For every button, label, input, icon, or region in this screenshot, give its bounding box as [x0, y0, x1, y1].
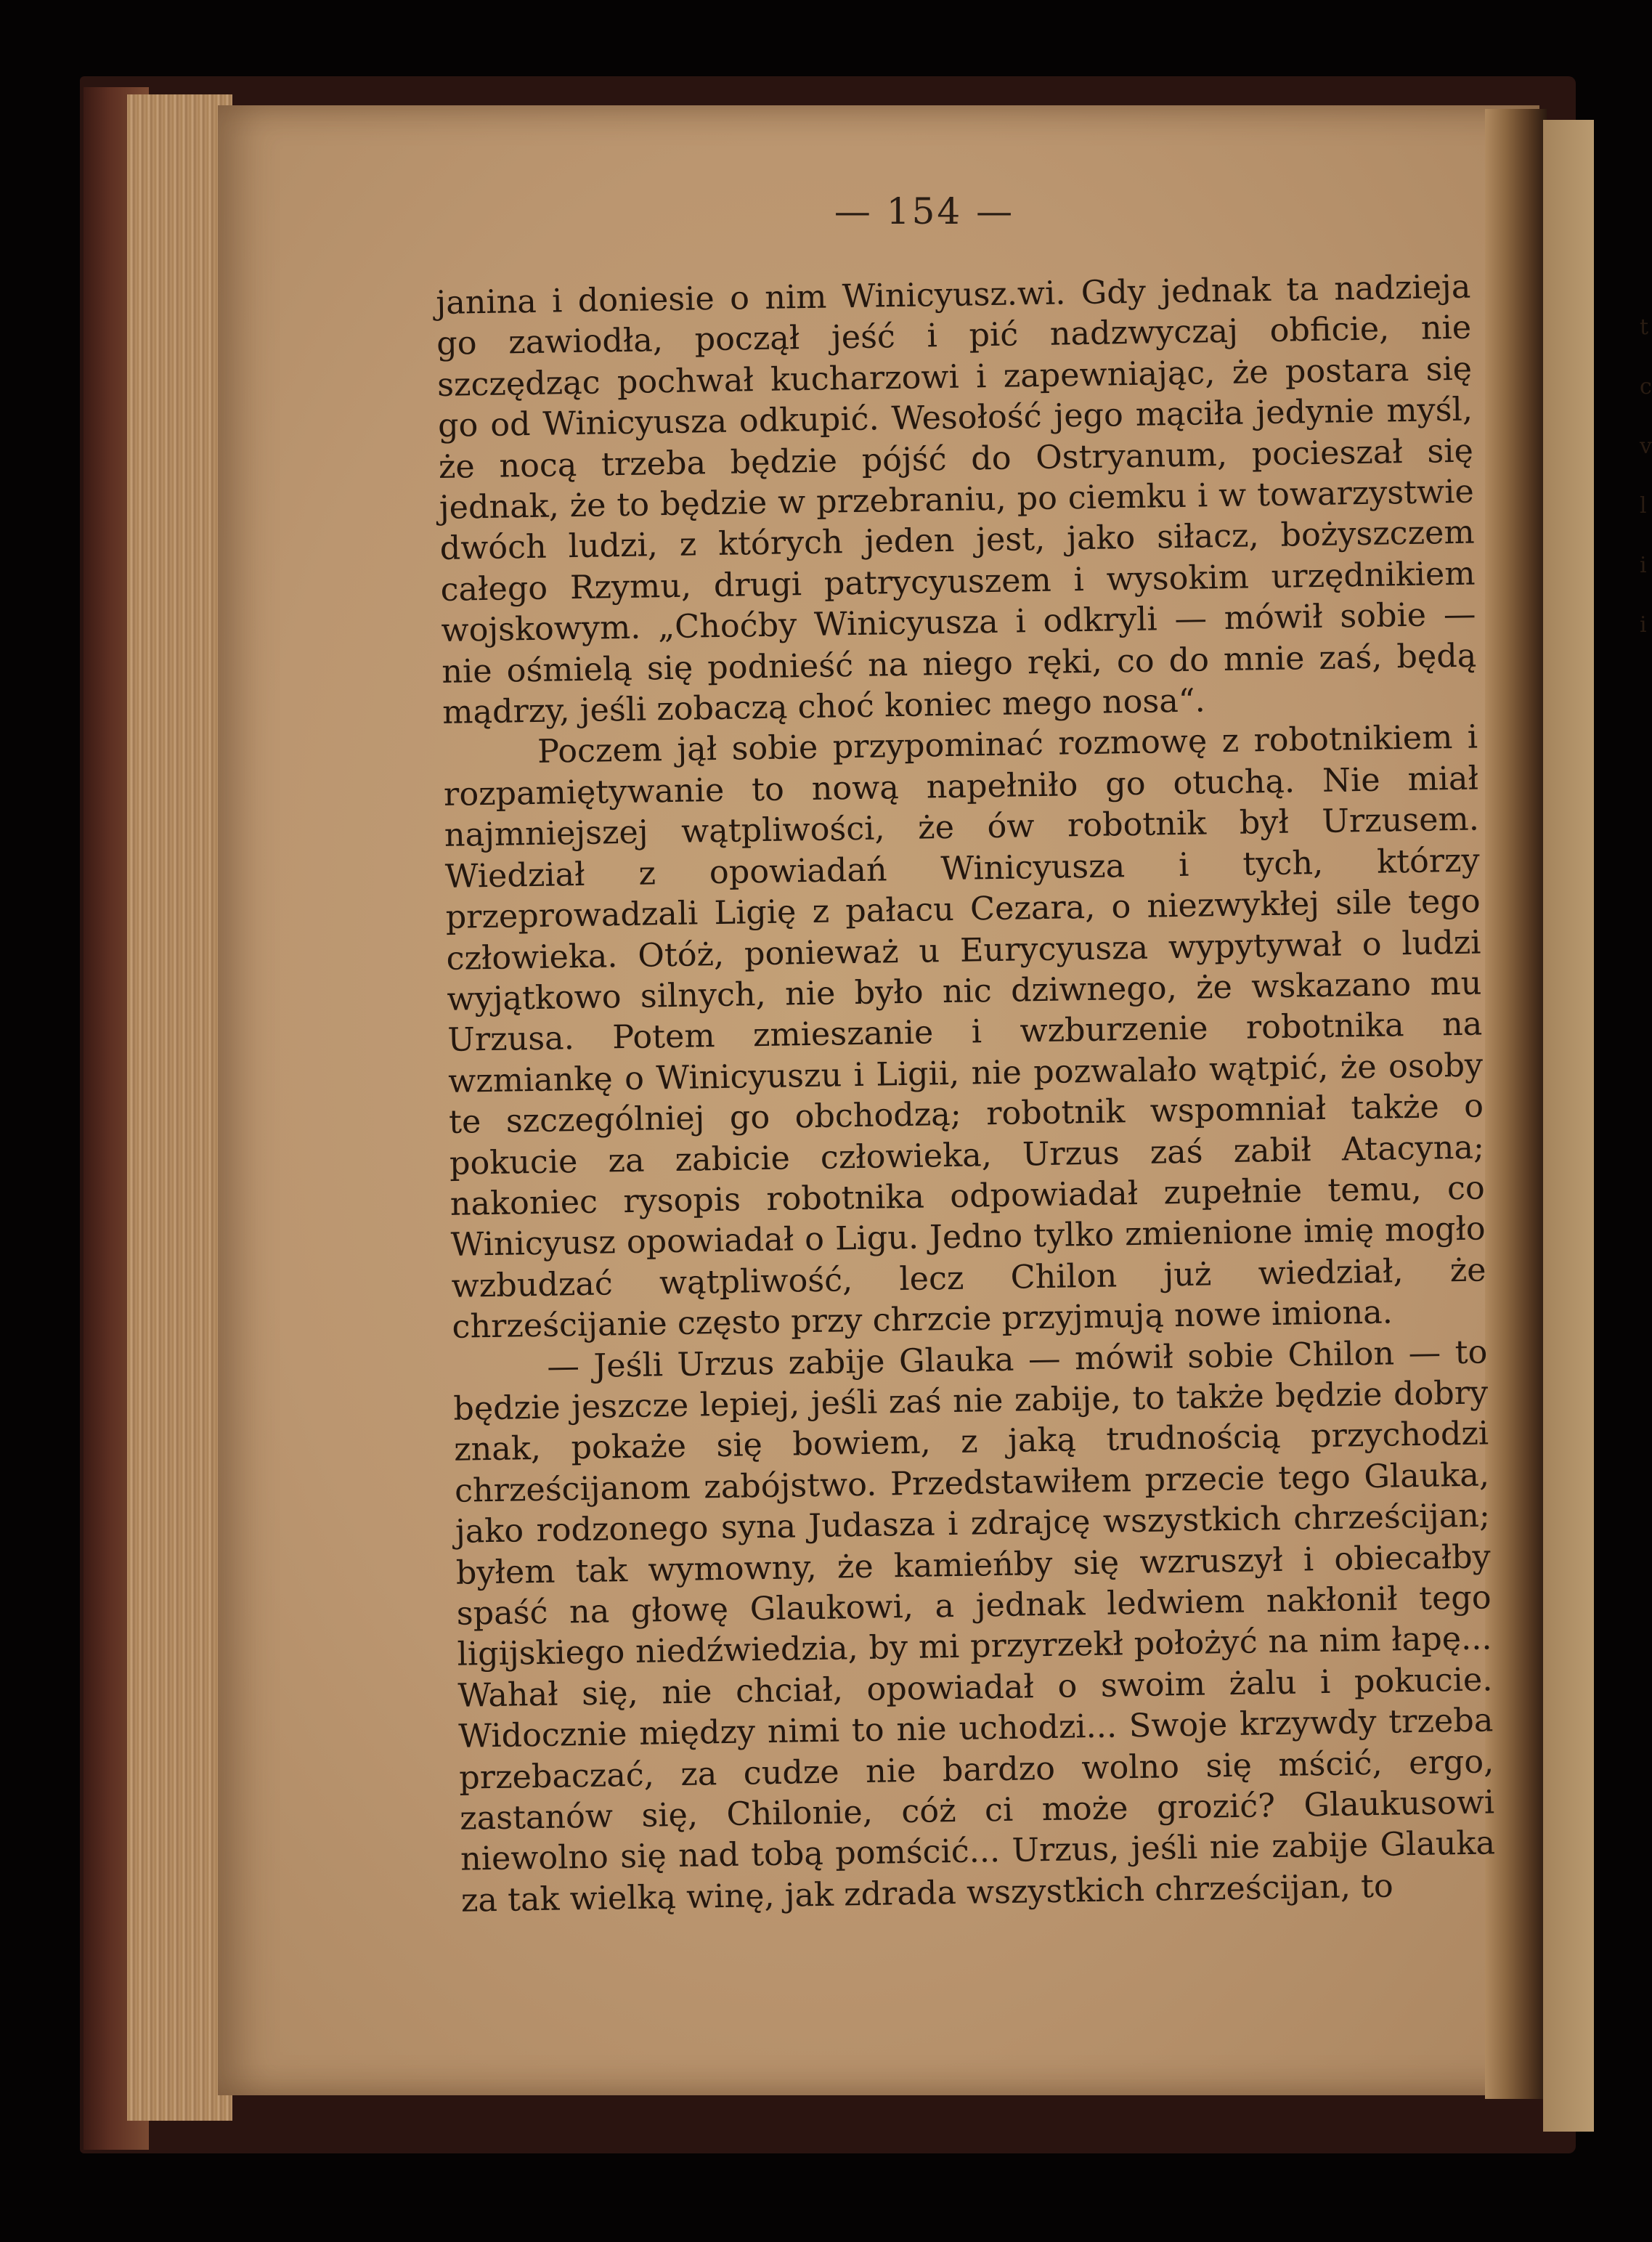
- facing-page-fragment: l: [1640, 493, 1647, 519]
- paragraph-1: janina i doniesie o nim Winicyusz.wi. Gdy jednak ta nadzieja go zawiodła, począł jeść i pić nadzwyczaj obficie, nie szczędząc pochwał kucharzowi i zapewniając, że postara się go od Winicyusza odkupić. Wesołość jego mąciła jedynie myśl, że nocą trzeba będzie pójść do Ostryanum, pocieszał się jednak, że to będzie w przebraniu, po ciemku i w towarzystwie dwóch ludzi, z których jeden jest, jako siłacz, bożyszczem całego Rzymu, drugi patrycyuszem i wysokim urzędnikiem wojskowym. „Choćby Winicyusza i odkryli — mówił sobie — nie ośmielą się podnieść na niego ręki, co do mnie zaś, będą mądrzy, jeśli zobaczą choć koniec mego nosa“.: [436, 268, 1477, 731]
- page-body-text: [436, 267, 1496, 1922]
- facing-page-fragment: t: [1640, 314, 1649, 340]
- page-stack-edge: [127, 94, 232, 2121]
- page-number-header: — 154 —: [834, 190, 1015, 232]
- facing-page-fragments: [1640, 298, 1652, 655]
- facing-page-fragment: i: [1640, 612, 1647, 638]
- paragraph-2: Poczem jął sobie przypominać rozmowę z robotnikiem i rozpamiętywanie to nową napełniło go otuchą. Nie miał najmniejszej wątpliwości, że ów robotnik był Urzusem. Wiedział z opowiadań Winicyusza i tych, którzy przeprowadzali Ligię z pałacu Cezara, o niezwykłej sile tego człowieka. Otóż, ponieważ u Eurycyusza wypytywał o ludzi wyjątkowo silnych, nie było nic dziwnego, że wskazano mu Urzusa. Potem zmieszanie i wzburzenie robotnika na wzmiankę o Winicyuszu i Ligii, nie pozwalało wątpić, że osoby te szczególniej go obchodzą; robotnik wspomniał także o pokucie za zabicie człowieka, Urzus zaś zabił Atacyna; nakoniec rysopis robotnika odpowiadał zupełnie temu, co Winicyusz opowiadał o Ligu. Jedno tylko zmienione imię mogło wzbudzać wątpliwość, lecz Chilon już wiedział, że chrześcijanie często przy chrzcie przyjmują nowe imiona.: [443, 719, 1486, 1346]
- facing-page-edge: [1543, 120, 1594, 2132]
- facing-page-fragment: v: [1640, 434, 1652, 459]
- facing-page-fragment: c: [1640, 374, 1652, 399]
- paragraph-3: — Jeśli Urzus zabije Glauka — mówił sobie Chilon — to będzie jeszcze lepiej, jeśli zaś nie zabije, to także będzie dobry znak, pokaże się bowiem, z jaką trudnością przychodzi chrześcijanom zabójstwo. Przedstawiłem przecie tego Glauka, jako rodzonego syna Judasza i zdrajcę wszystkich chrześcijan; byłem tak wymowny, że kamieńby się wzruszył i obiecałby spaść na głowę Glaukowi, a jednak ledwiem nakłonił tego ligijskiego niedźwiedzia, by mi przyrzekł położyć na nim łapę... Wahał się, nie chciał, opowiadał o swoim żalu i pokucie. Widocznie między nimi to nie uchodzi... Swoje krzywdy trzeba przebaczać, za cudze nie bardzo wolno się mścić, ergo, zastanów się, Chilonie, cóż ci może grozić? Glaukusowi niewolno się nad tobą pomścić... Urzus, jeśli nie zabije Glauka za tak wielką winę, jak zdrada wszystkich chrześcijan, to: [452, 1333, 1496, 1920]
- facing-page-fragment: i: [1640, 553, 1647, 578]
